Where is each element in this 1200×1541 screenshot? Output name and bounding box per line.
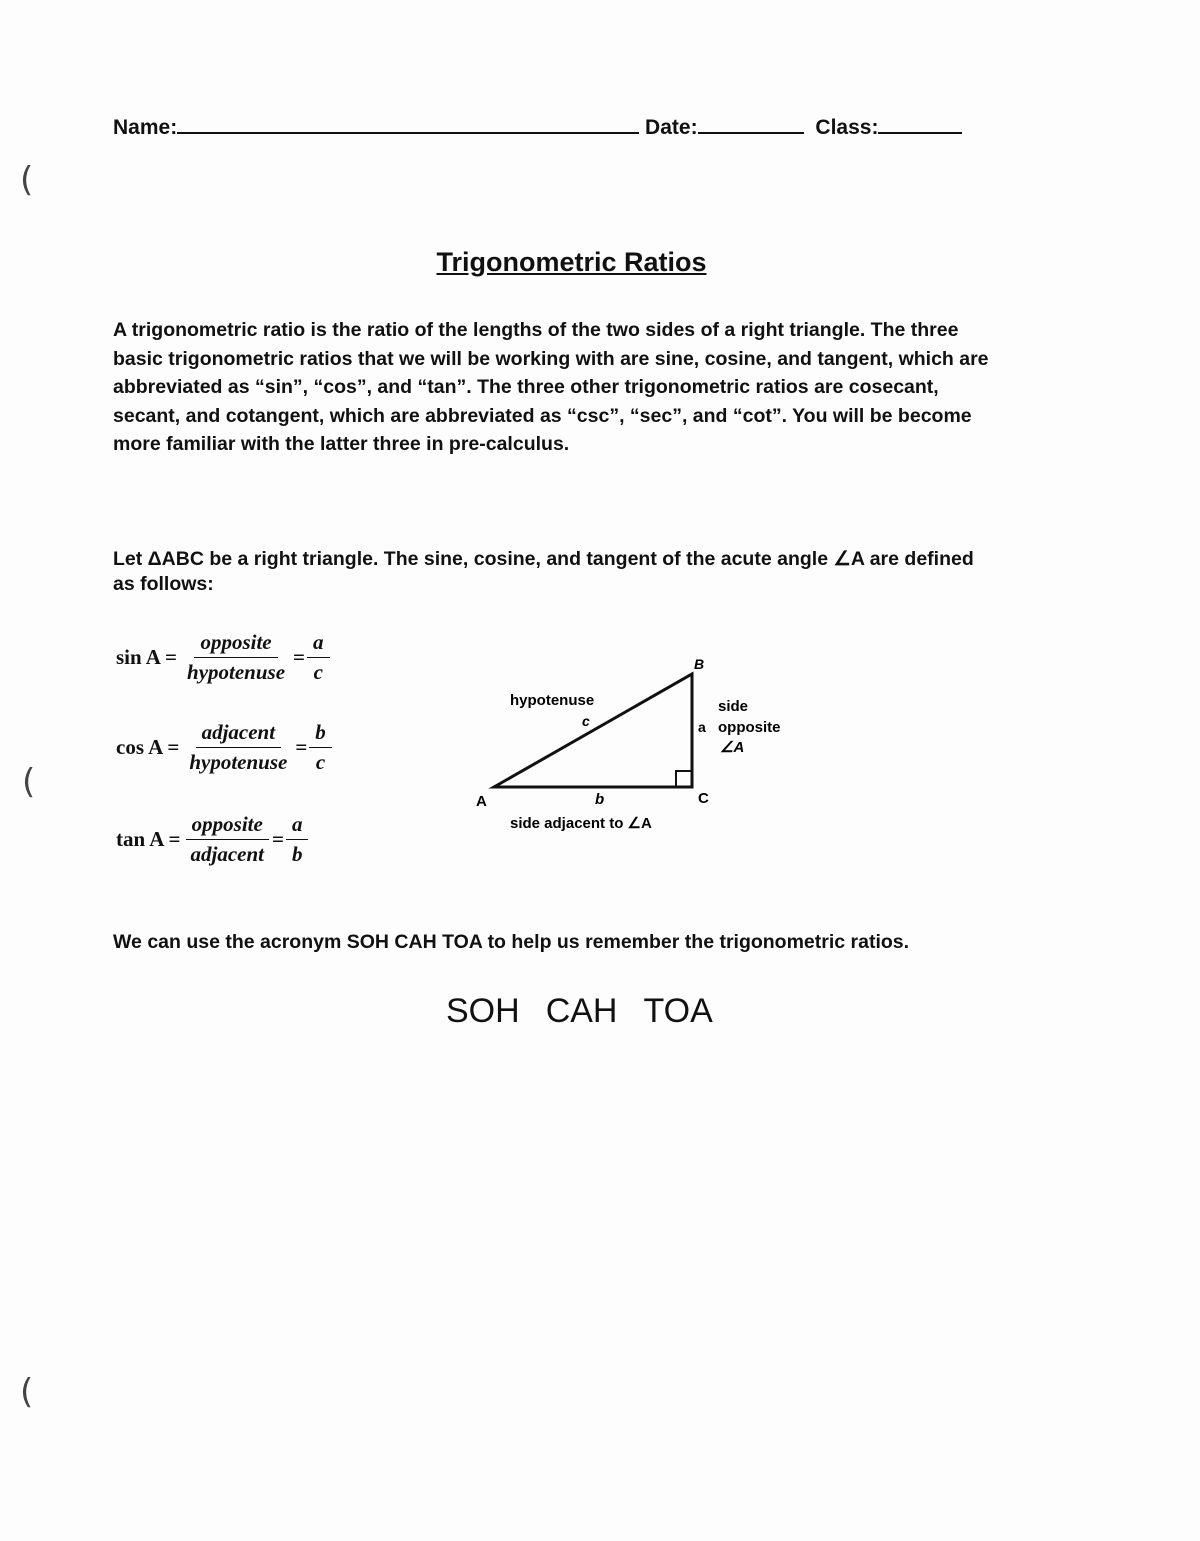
equals-sign: = bbox=[295, 735, 308, 759]
tangent-numerator-var: a bbox=[286, 812, 309, 840]
date-label: Date: bbox=[645, 116, 698, 139]
cosine-ratio-words bbox=[183, 720, 293, 775]
definition-paragraph bbox=[113, 547, 1043, 597]
name-field[interactable] bbox=[177, 132, 639, 134]
intro-paragraph bbox=[113, 316, 1043, 459]
cosine-lhs: cos A = bbox=[116, 735, 180, 759]
cosine-denominator: hypotenuse bbox=[189, 750, 288, 774]
acronym-sentence: We can use the acronym SOH CAH TOA to help us remember the trigonometric ratios. bbox=[113, 931, 910, 953]
hole-punch-mark: ( bbox=[20, 1372, 34, 1412]
sine-denominator-var: c bbox=[313, 660, 323, 684]
vertex-c-label: C bbox=[698, 790, 709, 807]
right-triangle-diagram bbox=[440, 640, 840, 880]
adjacent-label: side adjacent to ∠A bbox=[510, 815, 652, 832]
cosine-numerator-var: b bbox=[309, 720, 332, 748]
equals-sign: = bbox=[293, 645, 305, 669]
acronym-display bbox=[446, 992, 713, 1031]
worksheet-header bbox=[113, 116, 962, 140]
hole-punch-mark: ( bbox=[22, 762, 36, 802]
tangent-ratio-letters bbox=[286, 812, 309, 867]
opposite-label-line1: side bbox=[718, 698, 749, 715]
cosine-numerator: adjacent bbox=[196, 720, 282, 748]
intro-line: basic trigonometric ratios that we will be working with are sine, cosine, and tangent, which are bbox=[113, 347, 989, 370]
sine-lhs: sin A = bbox=[116, 645, 178, 669]
intro-line: more familiar with the latter three in pre-calculus. bbox=[113, 433, 570, 455]
vertex-a-label: A bbox=[476, 793, 487, 810]
definition-line: as follows: bbox=[113, 573, 214, 595]
definition-line: Let ΔABC be a right triangle. The sine, cosine, and tangent of the acute angle ∠A are defined bbox=[113, 548, 974, 570]
sine-numerator-var: a bbox=[307, 630, 330, 658]
intro-line: secant, and cotangent, which are abbreviated as “csc”, “sec”, and “cot”. You will be become bbox=[113, 404, 972, 427]
sine-denominator: hypotenuse bbox=[187, 660, 286, 684]
page-title: Trigonometric Ratios bbox=[436, 247, 707, 277]
tangent-formula bbox=[116, 812, 308, 867]
class-label: Class: bbox=[815, 116, 879, 139]
opposite-variable: a bbox=[698, 719, 706, 735]
vertex-b-label: B bbox=[694, 656, 705, 672]
tangent-numerator: opposite bbox=[186, 812, 269, 840]
tangent-denominator-var: b bbox=[291, 842, 303, 866]
cosine-formula bbox=[116, 720, 332, 775]
acronym-soh: SOH bbox=[446, 992, 520, 1030]
cosine-denominator-var: c bbox=[315, 750, 326, 774]
equals-sign: = bbox=[272, 827, 284, 851]
hypotenuse-variable: c bbox=[582, 713, 590, 729]
sine-numerator: opposite bbox=[194, 630, 277, 658]
intro-line: A trigonometric ratio is the ratio of the lengths of the two sides of a right triangle. The three bbox=[113, 319, 959, 341]
sine-ratio-letters bbox=[307, 630, 330, 685]
opposite-label-line2: opposite bbox=[718, 719, 781, 736]
opposite-label-line3: ∠A bbox=[720, 739, 745, 756]
date-field[interactable] bbox=[698, 132, 804, 134]
tangent-lhs: tan A = bbox=[116, 827, 181, 851]
tangent-ratio-words bbox=[185, 812, 271, 867]
right-angle-marker bbox=[676, 771, 692, 787]
hole-punch-mark: ( bbox=[20, 160, 34, 200]
name-label: Name: bbox=[113, 116, 178, 139]
class-field[interactable] bbox=[878, 132, 962, 134]
intro-line: abbreviated as “sin”, “cos”, and “tan”. The three other trigonometric ratios are cosecant, bbox=[113, 376, 939, 398]
acronym-toa: TOA bbox=[643, 992, 713, 1030]
hypotenuse-label: hypotenuse bbox=[510, 692, 595, 709]
triangle-shape bbox=[494, 674, 692, 787]
cosine-ratio-letters bbox=[309, 720, 332, 775]
tangent-denominator: adjacent bbox=[190, 842, 264, 866]
sine-formula bbox=[116, 630, 330, 685]
sine-ratio-words bbox=[181, 630, 291, 685]
acronym-cah: CAH bbox=[545, 992, 618, 1030]
adjacent-variable: b bbox=[595, 791, 605, 808]
